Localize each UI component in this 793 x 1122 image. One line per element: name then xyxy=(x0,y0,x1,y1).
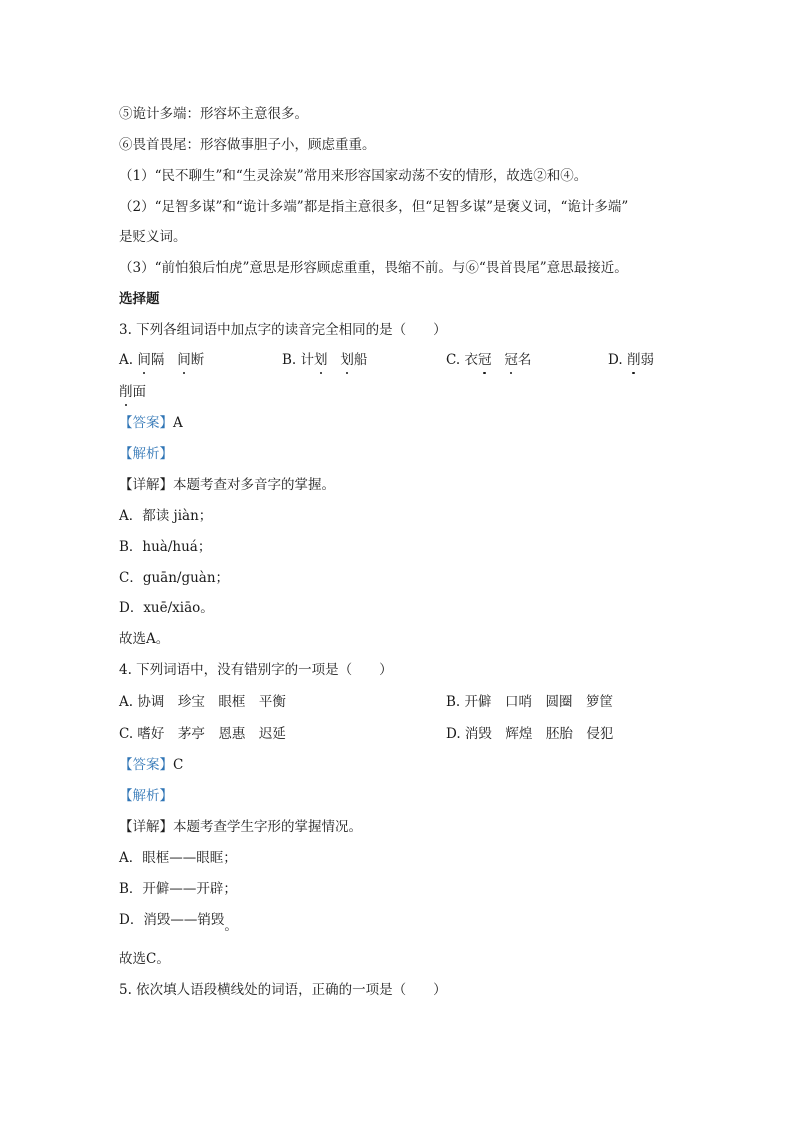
q2-answer-1: （1）“民不聊生”和“生灵涂炭”常用来形容国家动荡不安的情形，故选②和④。 xyxy=(119,168,588,184)
char: 面 xyxy=(132,384,146,400)
q4-conclusion: 故选C。 xyxy=(119,951,170,967)
q3-answer xyxy=(119,413,183,433)
q3-item-a: A．都读 jiàn； xyxy=(119,508,213,524)
q4-option-d: D. 消毁 辉煌 胚胎 侵犯 xyxy=(446,726,614,742)
q4-analysis-tag: 【解析】 xyxy=(119,788,173,804)
dotted-char: 间 xyxy=(137,352,151,368)
q3-option-d-cont xyxy=(119,382,146,402)
char: 弱 xyxy=(640,352,654,368)
q3-stem: 3. 下列各组词语中加点字的读音完全相同的是（ ） xyxy=(119,322,447,338)
q3-item-c: C．guān/guàn； xyxy=(119,570,230,586)
dotted-char: 划 xyxy=(314,352,328,368)
q3-option-b xyxy=(282,350,367,370)
section-title: 选择题 xyxy=(119,291,160,307)
q3-option-c xyxy=(446,350,531,370)
q3-item-d: D．xuē/xiāo。 xyxy=(119,600,214,616)
dotted-char: 削 xyxy=(119,384,133,400)
q4-item-d xyxy=(119,910,238,934)
q2-answer-2-cont: 是贬义词。 xyxy=(119,229,187,245)
q4-detail: 【详解】本题考查学生字形的掌握情况。 xyxy=(119,819,362,835)
q2-answer-2: （2）“足智多谋”和“诡计多端”都是指主意很多，但“足智多谋”是褒义词，“诡计多端” xyxy=(119,199,629,215)
item-text: D．消毁——销毁 xyxy=(119,912,225,928)
q3-detail: 【详解】本题考查对多音字的掌握。 xyxy=(119,477,335,493)
q4-item-a: A．眼框——眼眶； xyxy=(119,850,237,866)
q4-option-b: B. 开僻 口哨 圆圈 箩筐 xyxy=(446,694,614,710)
q3-analysis-tag: 【解析】 xyxy=(119,446,173,462)
q4-answer xyxy=(119,755,183,775)
dotted-char: 削 xyxy=(626,352,641,368)
char: 隔 xyxy=(150,352,165,368)
option-label: C. xyxy=(446,352,461,368)
option-label: A. xyxy=(119,352,134,368)
q4-option-c: C. 嗜好 茅亭 恩惠 迟延 xyxy=(119,726,286,742)
q3-item-b: B．huà/huá； xyxy=(119,539,212,555)
q2-answer-3: （3）“前怕狼后怕虎”意思是形容顾虑重重，畏缩不前。与⑥“畏首畏尾”意思最接近。 xyxy=(119,260,628,276)
char: 断 xyxy=(190,352,205,368)
answer-value: A xyxy=(173,415,183,431)
answer-tag: 【答案】 xyxy=(119,415,173,431)
option-label: D. xyxy=(608,352,623,368)
dotted-char: 冠 xyxy=(504,352,518,368)
q4-option-a: A. 协调 珍宝 眼框 平衡 xyxy=(119,694,286,710)
answer-value: C xyxy=(173,757,184,773)
dotted-char: 间 xyxy=(177,352,191,368)
char: 计 xyxy=(300,352,315,368)
q3-option-d xyxy=(608,350,654,370)
definition-6: ⑥畏首畏尾：形容做事胆子小，顾虑重重。 xyxy=(119,137,376,153)
definition-5: ⑤诡计多端：形容坏主意很多。 xyxy=(119,106,308,122)
char: 名 xyxy=(517,352,532,368)
q3-conclusion: 故选A。 xyxy=(119,631,170,647)
q5-stem: 5. 依次填人语段横线处的词语，正确的一项是（ ） xyxy=(119,982,447,998)
q4-item-b: B．开僻——开辟； xyxy=(119,881,237,897)
dotted-char: 划 xyxy=(340,352,354,368)
option-label: B. xyxy=(282,352,297,368)
q4-stem: 4. 下列词语中，没有错别字的一项是（ ） xyxy=(119,662,393,678)
answer-tag: 【答案】 xyxy=(119,757,173,773)
char: 衣 xyxy=(464,352,478,368)
q3-option-a xyxy=(119,350,204,370)
char: 船 xyxy=(353,352,368,368)
trailing-mark: 。 xyxy=(224,918,238,934)
dotted-char: 冠 xyxy=(477,352,492,368)
